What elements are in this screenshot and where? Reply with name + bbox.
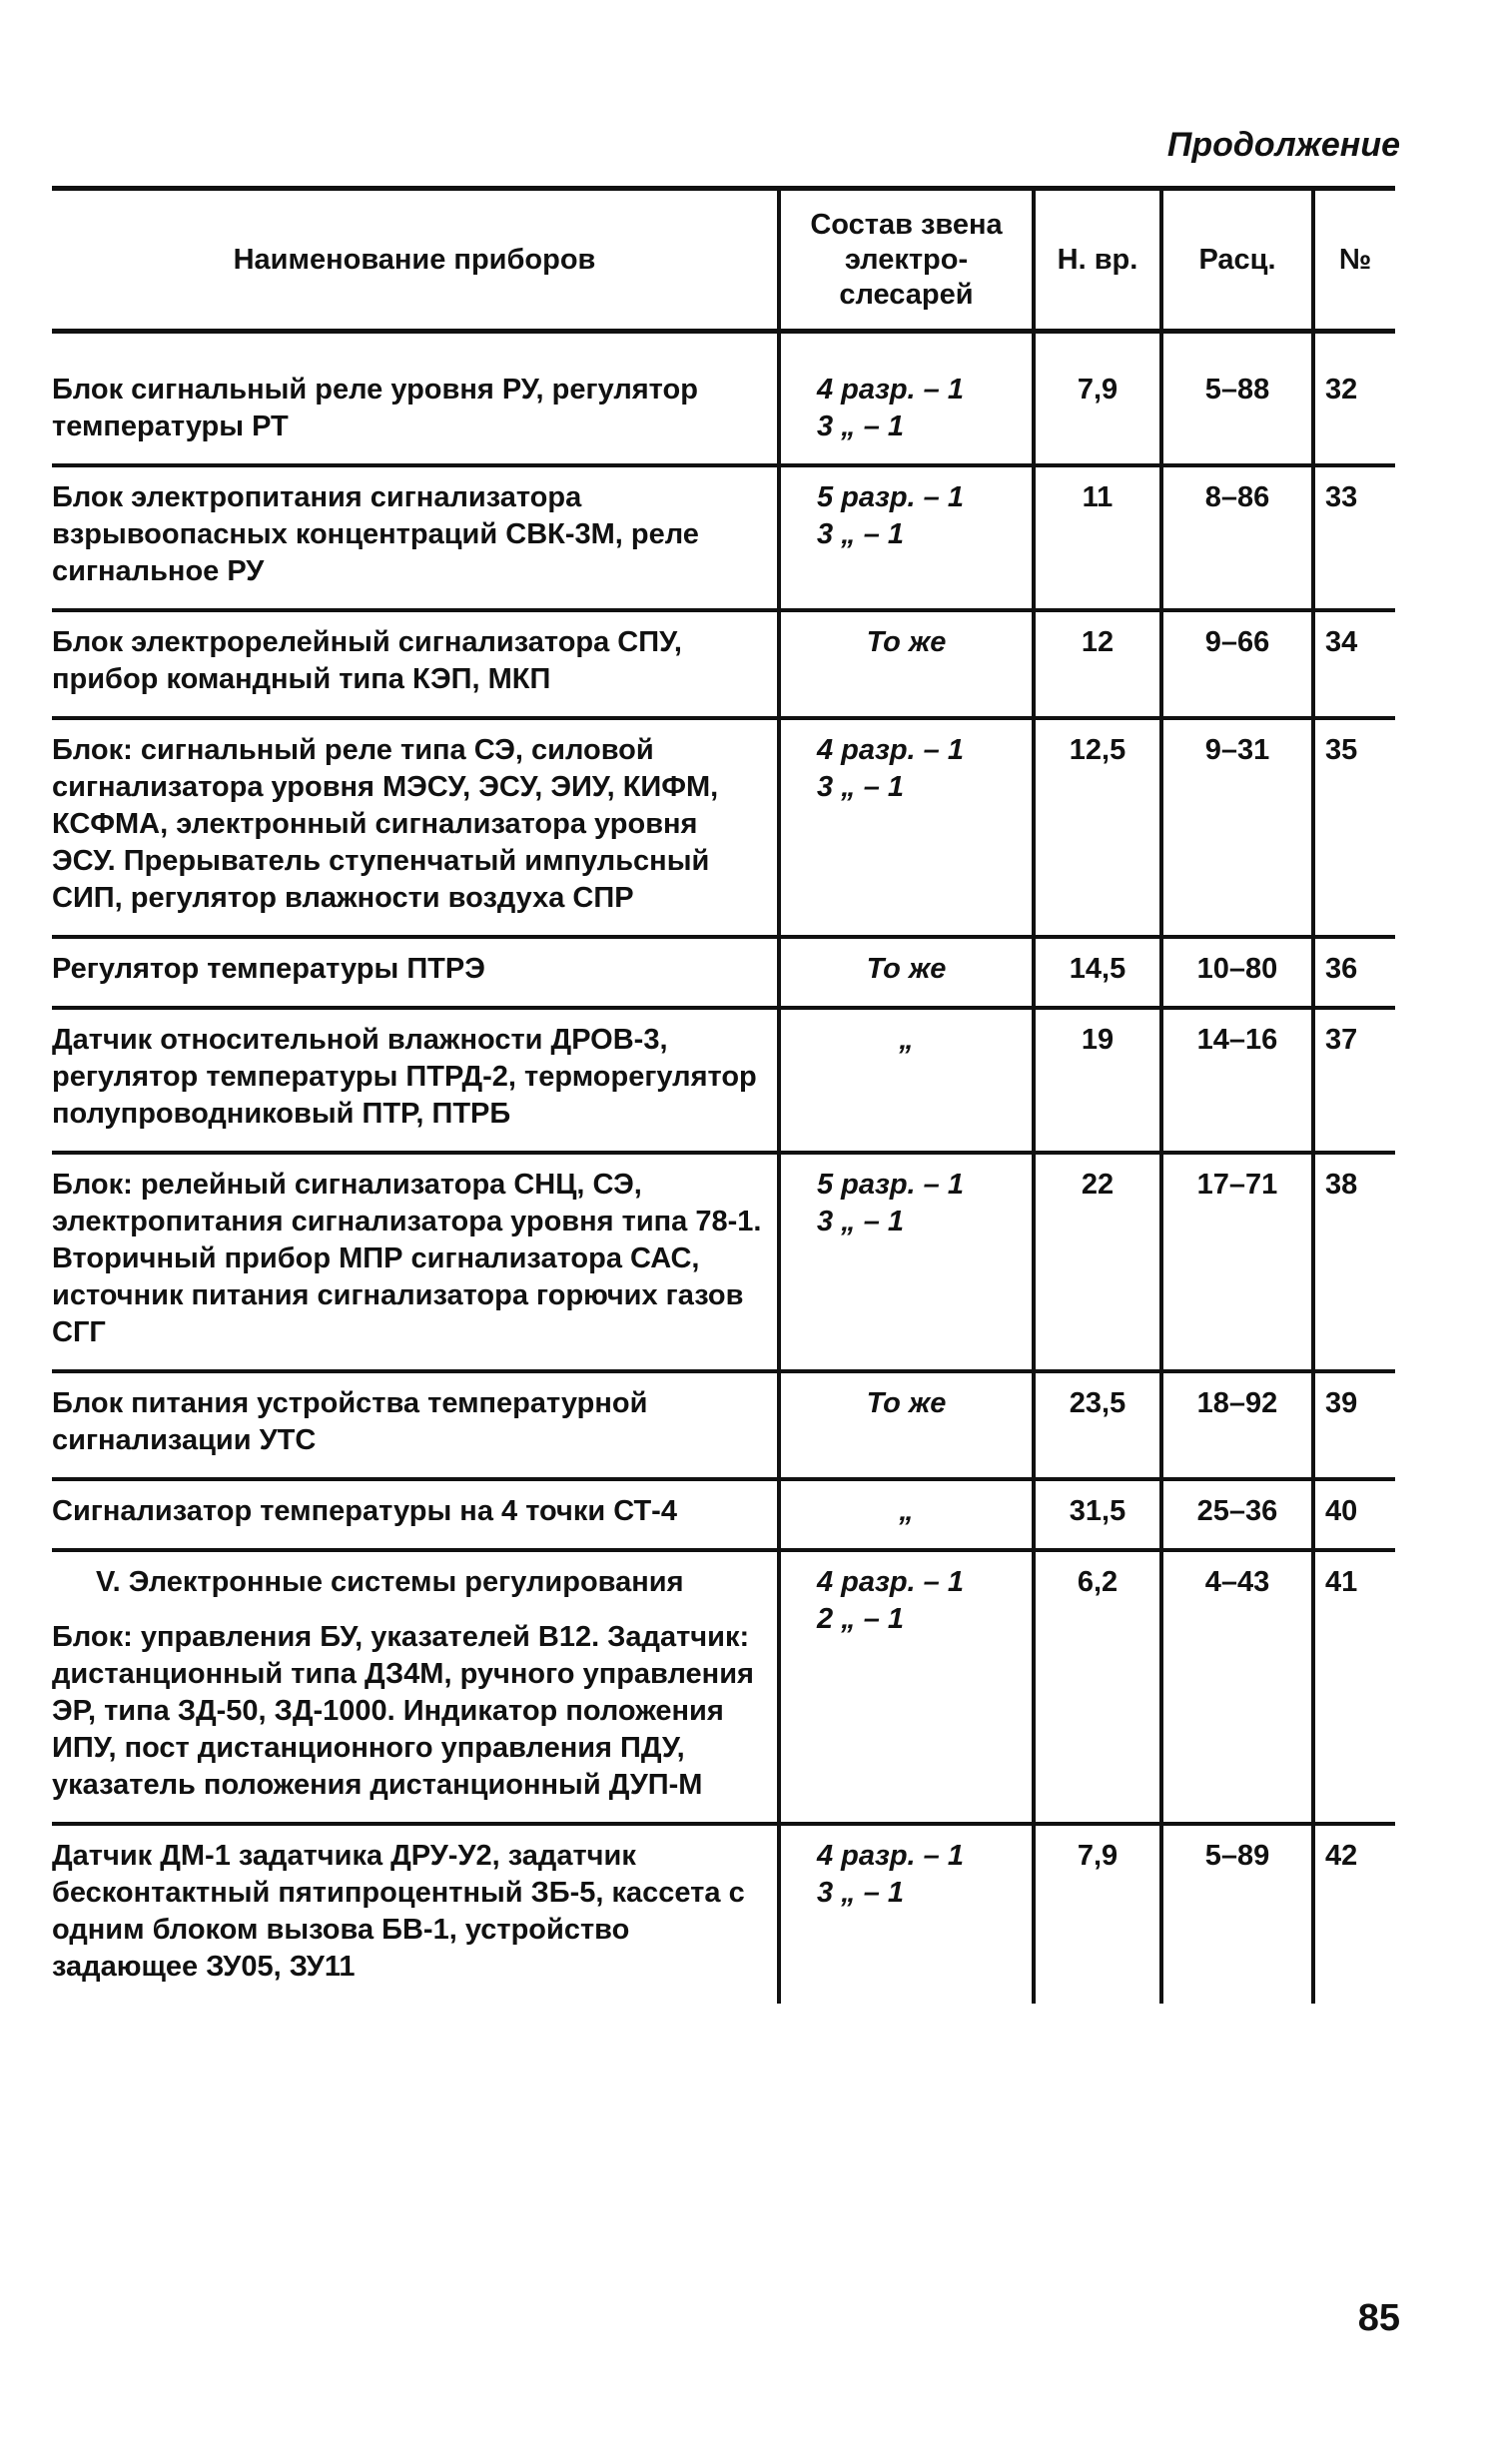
instrument-name-text: Блок: сигнальный реле типа СЭ, силовой сигнализатора уровня МЭСУ, ЭСУ, ЭИУ, КИФМ, КСФМА, электронный сигнализатора уровня ЭСУ. Прерыватель ступенчатый импульсный СИП, регулятор влажности воздуха СПР — [52, 734, 719, 914]
cell-team-composition — [779, 610, 1034, 718]
team-line: 4 разр. – 1 — [817, 374, 964, 406]
cell-number: 37 — [1313, 1008, 1395, 1153]
instrument-name-text: Блок: управления БУ, указателей В12. Задатчик: дистанционный типа ДЗ4М, ручного управления ЭР, типа ЗД-50, ЗД-1000. Индикатор положения ИПУ, пост дистанционного управления ПДУ, указатель положения дистанционный ДУП-М — [52, 1621, 754, 1801]
team-line: 2 „ – 1 — [817, 1603, 905, 1635]
instrument-name-text: Сигнализатор температуры на 4 точки СТ-4 — [52, 1495, 677, 1527]
instrument-name-text: Блок питания устройства температурной сигнализации УТС — [52, 1387, 648, 1456]
cell-instrument-name — [52, 937, 779, 1008]
cell-time-norm: 12,5 — [1034, 718, 1161, 937]
cell-team-composition — [779, 937, 1034, 1008]
team-line: 5 разр. – 1 — [817, 1169, 964, 1201]
team-line: 4 разр. – 1 — [817, 1566, 964, 1598]
table-row — [52, 1008, 1395, 1153]
cell-rate: 10–80 — [1161, 937, 1313, 1008]
cell-team-composition — [779, 1550, 1034, 1824]
instrument-name-text: Датчик ДМ-1 задатчика ДРУ-У2, задатчик бесконтактный пятипроцентный ЗБ-5, кассета с одним блоком вызова БВ-1, устройство задающее ЗУ05, ЗУ11 — [52, 1840, 745, 1983]
cell-number: 33 — [1313, 465, 1395, 610]
cell-instrument-name — [52, 1008, 779, 1153]
team-line: То же — [866, 626, 947, 658]
cell-rate: 9–66 — [1161, 610, 1313, 718]
table-row — [52, 1824, 1395, 2004]
cell-team-composition — [779, 1153, 1034, 1371]
table-row — [52, 465, 1395, 610]
column-header-price: Расц. — [1161, 189, 1313, 332]
table-row — [52, 332, 1395, 466]
cell-number: 41 — [1313, 1550, 1395, 1824]
instrument-name-text: Датчик относительной влажности ДРОВ-3, регулятор температуры ПТРД-2, терморегулятор полупроводниковый ПТР, ПТРБ — [52, 1024, 757, 1130]
team-line: 5 разр. – 1 — [817, 481, 964, 513]
cell-rate: 17–71 — [1161, 1153, 1313, 1371]
table-row — [52, 610, 1395, 718]
cell-time-norm: 6,2 — [1034, 1550, 1161, 1824]
cell-instrument-name — [52, 1371, 779, 1479]
table-row — [52, 718, 1395, 937]
cell-team-composition — [779, 1371, 1034, 1479]
team-line: „ — [899, 1495, 914, 1527]
continuation-label: Продолжение — [1166, 126, 1400, 164]
cell-time-norm: 19 — [1034, 1008, 1161, 1153]
cell-rate: 5–89 — [1161, 1824, 1313, 2004]
cell-time-norm: 12 — [1034, 610, 1161, 718]
cell-time-norm: 11 — [1034, 465, 1161, 610]
cell-instrument-name — [52, 1479, 779, 1550]
team-line: 4 разр. – 1 — [817, 734, 964, 766]
cell-time-norm: 23,5 — [1034, 1371, 1161, 1479]
cell-team-composition — [779, 1479, 1034, 1550]
cell-team-composition — [779, 1824, 1034, 2004]
table-body — [52, 332, 1395, 2005]
cell-number: 38 — [1313, 1153, 1395, 1371]
column-header-team: Состав звена электро-слесарей — [779, 189, 1034, 332]
column-header-number: № — [1313, 189, 1395, 332]
team-line: 3 „ – 1 — [817, 1877, 905, 1909]
team-line: То же — [866, 1387, 947, 1419]
cell-rate: 4–43 — [1161, 1550, 1313, 1824]
cell-number: 34 — [1313, 610, 1395, 718]
column-header-name: Наименование приборов — [52, 189, 779, 332]
cell-rate: 18–92 — [1161, 1371, 1313, 1479]
instruments-table — [52, 186, 1395, 2004]
table-row — [52, 1371, 1395, 1479]
cell-time-norm: 14,5 — [1034, 937, 1161, 1008]
table-row — [52, 1550, 1395, 1824]
team-line: 4 разр. – 1 — [817, 1840, 964, 1872]
cell-number: 36 — [1313, 937, 1395, 1008]
instrument-name-text: Блок электропитания сигнализатора взрывоопасных концентраций СВК-3М, реле сигнальное РУ — [52, 481, 699, 587]
cell-time-norm: 7,9 — [1034, 1824, 1161, 2004]
cell-team-composition — [779, 718, 1034, 937]
table-row — [52, 1153, 1395, 1371]
cell-instrument-name — [52, 1153, 779, 1371]
cell-rate: 5–88 — [1161, 332, 1313, 466]
table-row — [52, 937, 1395, 1008]
page-number: 85 — [1357, 2297, 1400, 2339]
cell-time-norm: 7,9 — [1034, 332, 1161, 466]
table-header-row — [52, 189, 1395, 332]
cell-number: 39 — [1313, 1371, 1395, 1479]
cell-rate: 14–16 — [1161, 1008, 1313, 1153]
team-line: 3 „ – 1 — [817, 518, 905, 550]
cell-time-norm: 22 — [1034, 1153, 1161, 1371]
cell-team-composition — [779, 332, 1034, 466]
cell-number: 40 — [1313, 1479, 1395, 1550]
cell-rate: 25–36 — [1161, 1479, 1313, 1550]
team-line: То же — [866, 953, 947, 985]
cell-instrument-name — [52, 1550, 779, 1824]
column-header-time: Н. вр. — [1034, 189, 1161, 332]
instrument-name-text: Блок сигнальный реле уровня РУ, регулятор температуры РТ — [52, 374, 698, 442]
cell-number: 42 — [1313, 1824, 1395, 2004]
cell-team-composition — [779, 1008, 1034, 1153]
team-line: 3 „ – 1 — [817, 411, 905, 442]
cell-time-norm: 31,5 — [1034, 1479, 1161, 1550]
instrument-name-text: Блок электрорелейный сигнализатора СПУ, прибор командный типа КЭП, МКП — [52, 626, 682, 695]
cell-number: 32 — [1313, 332, 1395, 466]
cell-rate: 9–31 — [1161, 718, 1313, 937]
team-line: „ — [899, 1024, 914, 1056]
section-title: V. Электронные системы регулирования — [96, 1566, 684, 1598]
cell-number: 35 — [1313, 718, 1395, 937]
cell-team-composition — [779, 465, 1034, 610]
cell-instrument-name — [52, 610, 779, 718]
instrument-name-text: Регулятор температуры ПТРЭ — [52, 953, 485, 985]
cell-instrument-name — [52, 718, 779, 937]
cell-instrument-name — [52, 332, 779, 466]
table-row — [52, 1479, 1395, 1550]
instrument-name-text: Блок: релейный сигнализатора СНЦ, СЭ, электропитания сигнализатора уровня типа 78-1. Вторичный прибор МПР сигнализатора САС, источник питания сигнализатора горючих газов СГГ — [52, 1169, 762, 1348]
cell-instrument-name — [52, 465, 779, 610]
team-line: 3 „ – 1 — [817, 1206, 905, 1237]
cell-instrument-name — [52, 1824, 779, 2004]
team-line: 3 „ – 1 — [817, 771, 905, 803]
cell-rate: 8–86 — [1161, 465, 1313, 610]
